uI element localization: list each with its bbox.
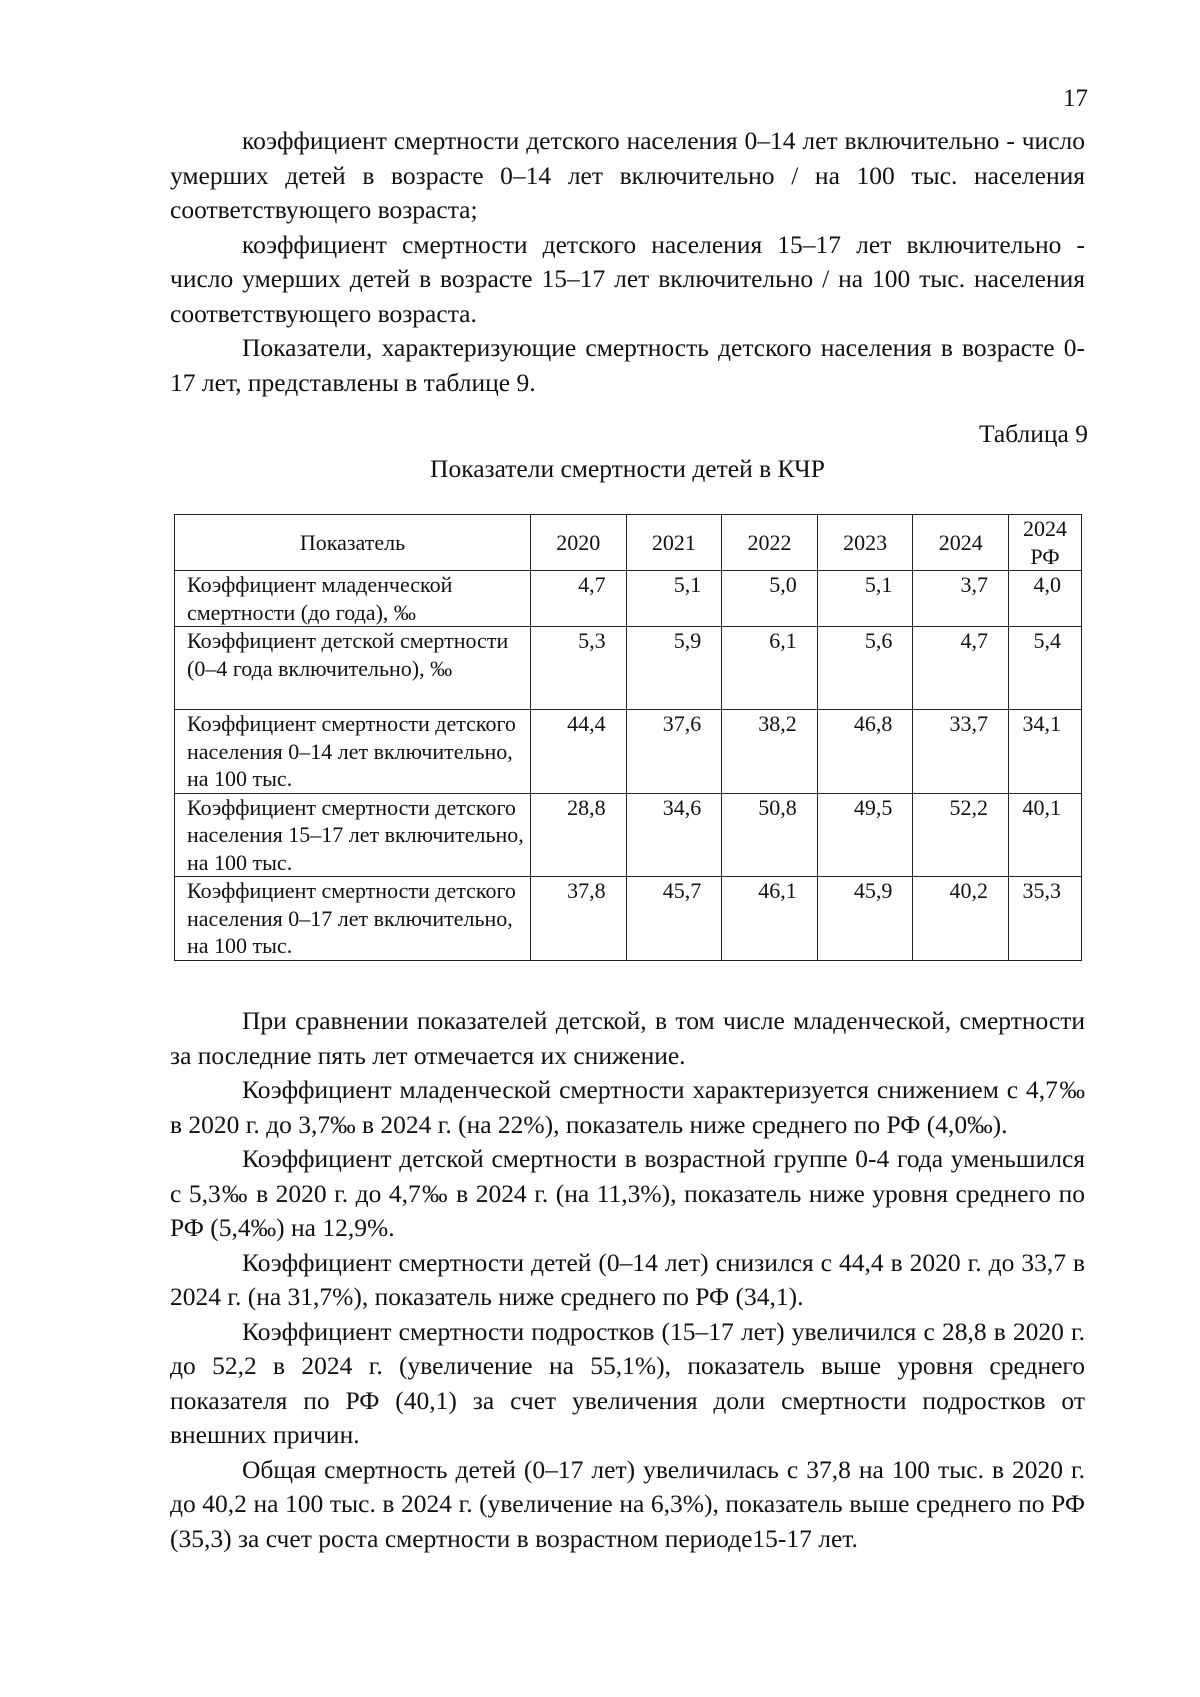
table-cell: 50,8 — [722, 793, 818, 877]
table-cell: 6,1 — [722, 627, 818, 710]
header-cell: 2023 — [817, 515, 913, 571]
paragraph: Общая смертность детей (0–17 лет) увеличилась с 37,8 на 100 тыс. в 2020 г. до 40,2 на 100 тыс. в 2024 г. (увеличение на 6,3%), показатель выше среднего по РФ (35,3) за счет роста смертности в возрастном периоде15-17 лет. — [170, 1454, 1085, 1553]
table-cell: 37,6 — [626, 710, 722, 794]
table-cell: 38,2 — [722, 710, 818, 794]
table-title: Показатели смертности детей в КЧР — [430, 454, 825, 483]
table-cell: 4,7 — [913, 627, 1009, 710]
table-cell: 28,8 — [531, 793, 627, 877]
table-row — [175, 571, 1082, 627]
header-cell: 2024 РФ — [1009, 515, 1082, 571]
table-cell: 5,9 — [626, 627, 722, 710]
header-cell: 2022 — [722, 515, 818, 571]
table-cell: 40,1 — [1009, 793, 1082, 877]
paragraph: Показатели, характеризующие смертность детского населения в возрасте 0-17 лет, представлены в таблице 9. — [170, 333, 1085, 397]
header-cell: 2024 — [913, 515, 1009, 571]
indicator-name: Коэффициент детской смертности (0–4 года включительно), ‰ — [175, 627, 531, 710]
paragraph: При сравнении показателей детской, в том числе младенческой, смертности за последние пять лет отмечается их снижение. — [170, 1006, 1085, 1070]
table-cell: 37,8 — [531, 877, 627, 961]
paragraph: Коэффициент детской смертности в возрастной группе 0-4 года уменьшился с 5,3‰ в 2020 г. до 4,7‰ в 2024 г. (на 11,3%), показатель ниже уровня среднего по РФ (5,4‰) на 12,9%. — [170, 1144, 1085, 1242]
table-cell: 5,4 — [1009, 627, 1082, 710]
table-cell: 5,1 — [626, 571, 722, 627]
table-header-row — [175, 515, 1082, 571]
table-cell: 46,1 — [722, 877, 818, 961]
paragraph: Коэффициент младенческой смертности характеризуется снижением с 4,7‰ в 2020 г. до 3,7‰ в 2024 г. (на 22%), показатель ниже среднего по РФ (4,0‰). — [170, 1075, 1085, 1139]
paragraph: Коэффициент смертности детей (0–14 лет) снизился с 44,4 в 2020 г. до 33,7 в 2024 г. (на 31,7%), показатель ниже среднего по РФ (34,1). — [170, 1247, 1085, 1311]
table-cell: 5,0 — [722, 571, 818, 627]
table-cell: 44,4 — [531, 710, 627, 794]
indicator-name: Коэффициент смертности детского населения 15–17 лет включительно, на 100 тыс. — [175, 793, 531, 877]
indicator-name: Коэффициент смертности детского населения 0–14 лет включительно, на 100 тыс. — [175, 710, 531, 794]
table-cell: 3,7 — [913, 571, 1009, 627]
conclusion-text — [170, 1004, 1085, 1556]
table-cell: 52,2 — [913, 793, 1009, 877]
indicator-name: Коэффициент смертности детского населения 0–17 лет включительно, на 100 тыс. — [175, 877, 531, 961]
indicator-name: Коэффициент младенческой смертности (до года), ‰ — [175, 571, 531, 627]
table-cell: 4,0 — [1009, 571, 1082, 627]
table-cell: 45,9 — [817, 877, 913, 961]
paragraph: коэффициент смертности детского населения 15–17 лет включительно - число умерших детей в возрасте 15–17 лет включительно / на 100 тыс. населения соответствующего возраста. — [170, 229, 1085, 328]
table-cell: 5,1 — [817, 571, 913, 627]
table-cell: 40,2 — [913, 877, 1009, 961]
table-row — [175, 710, 1082, 794]
intro-text — [170, 124, 1085, 400]
header-cell: Показатель — [175, 515, 531, 571]
table-cell: 5,3 — [531, 627, 627, 710]
table-cell: 5,6 — [817, 627, 913, 710]
table-cell: 46,8 — [817, 710, 913, 794]
table-cell: 45,7 — [626, 877, 722, 961]
table-row — [175, 627, 1082, 710]
table-cell: 34,1 — [1009, 710, 1082, 794]
table-cell: 49,5 — [817, 793, 913, 877]
table-label: Таблица 9 — [978, 419, 1088, 448]
table-cell: 35,3 — [1009, 877, 1082, 961]
page-number: 17 — [1063, 85, 1088, 112]
table-cell: 4,7 — [531, 571, 627, 627]
header-cell: 2021 — [626, 515, 722, 571]
paragraph: Коэффициент смертности подростков (15–17 лет) увеличился с 28,8 в 2020 г. до 52,2 в 2024 г. (увеличение на 55,1%), показатель выше уровня среднего показателя по РФ (40,1) за счет увеличения доли смертности подростков от внешних причин. — [170, 1316, 1085, 1449]
header-cell: 2020 — [531, 515, 627, 571]
table-row — [175, 877, 1082, 961]
table-row — [175, 793, 1082, 877]
table-cell: 34,6 — [626, 793, 722, 877]
table-cell: 33,7 — [913, 710, 1009, 794]
mortality-table — [174, 514, 1082, 961]
paragraph: коэффициент смертности детского населения 0–14 лет включительно - число умерших детей в возрасте 0–14 лет включительно / на 100 тыс. населения соответствующего возраста; — [170, 126, 1085, 224]
